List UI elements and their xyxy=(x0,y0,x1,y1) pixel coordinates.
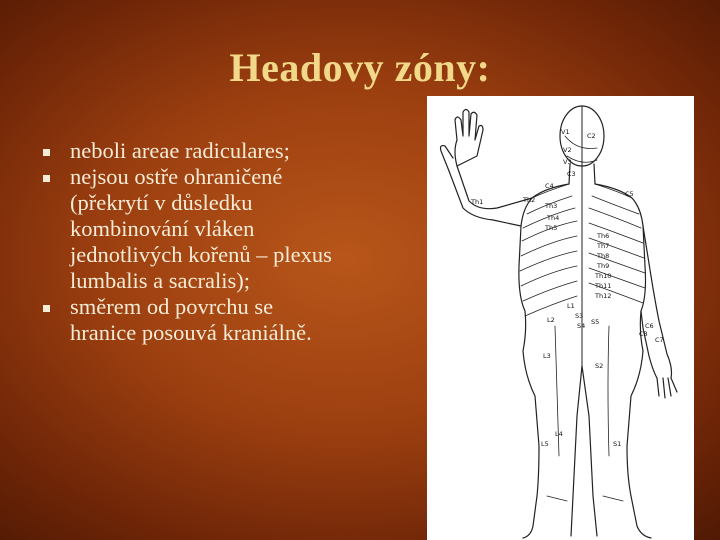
label-c2: C2 xyxy=(587,132,596,140)
label-th7: Th7 xyxy=(597,242,610,250)
label-s3: S3 xyxy=(575,312,584,320)
label-s2: S2 xyxy=(595,362,604,370)
label-l2: L2 xyxy=(547,316,555,324)
bullet-marker-icon xyxy=(43,149,50,156)
label-th8: Th8 xyxy=(597,252,610,260)
label-v3: V3 xyxy=(563,158,572,166)
label-c7: C7 xyxy=(655,336,664,344)
bullet-line: jednotlivých kořenů – plexus xyxy=(70,242,332,267)
label-th5: Th5 xyxy=(545,224,558,232)
label-l3: L3 xyxy=(543,352,551,360)
body-outline-drawing xyxy=(427,96,694,540)
bullet-item xyxy=(40,138,420,164)
bullet-item xyxy=(40,294,420,346)
label-th2: Th2 xyxy=(523,196,536,204)
label-th12: Th12 xyxy=(595,292,612,300)
bullet-item xyxy=(40,164,420,294)
label-th9: Th9 xyxy=(597,262,610,270)
label-th1: Th1 xyxy=(471,198,484,206)
label-c3: C3 xyxy=(567,170,576,178)
bullet-line: neboli areae radiculares; xyxy=(70,138,290,163)
label-l4: L4 xyxy=(555,430,563,438)
label-th4: Th4 xyxy=(547,214,560,222)
bullet-list xyxy=(40,138,420,346)
bullet-line: nejsou ostře ohraničené xyxy=(70,164,283,189)
bullet-line: (překrytí v důsledku xyxy=(70,190,253,215)
label-c4: C4 xyxy=(545,182,554,190)
label-c6: C6 xyxy=(645,322,654,330)
label-th11: Th11 xyxy=(595,282,612,290)
bullet-line: hranice posouvá kraniálně. xyxy=(70,320,312,345)
bullet-marker-icon xyxy=(43,305,50,312)
label-s4: S4 xyxy=(577,322,586,330)
label-v2: V2 xyxy=(563,146,572,154)
label-l1: L1 xyxy=(567,302,575,310)
label-v1: V1 xyxy=(561,128,570,136)
label-l5: L5 xyxy=(541,440,549,448)
label-s1: S1 xyxy=(613,440,622,448)
bullet-marker-icon xyxy=(43,175,50,182)
label-s5: S5 xyxy=(591,318,600,326)
slide-title: Headovy zóny: xyxy=(229,45,491,90)
label-th10: Th10 xyxy=(595,272,612,280)
label-c5: C5 xyxy=(625,190,634,198)
bullet-line: směrem od povrchu se xyxy=(70,294,274,319)
label-c8: C8 xyxy=(639,330,648,338)
bullet-line: kombinování vláken xyxy=(70,216,255,241)
dermatome-figure xyxy=(427,96,694,540)
label-th3: Th3 xyxy=(545,202,558,210)
bullet-line: lumbalis a sacralis); xyxy=(70,268,250,293)
dermatome-labels xyxy=(470,128,664,448)
label-th6: Th6 xyxy=(597,232,610,240)
